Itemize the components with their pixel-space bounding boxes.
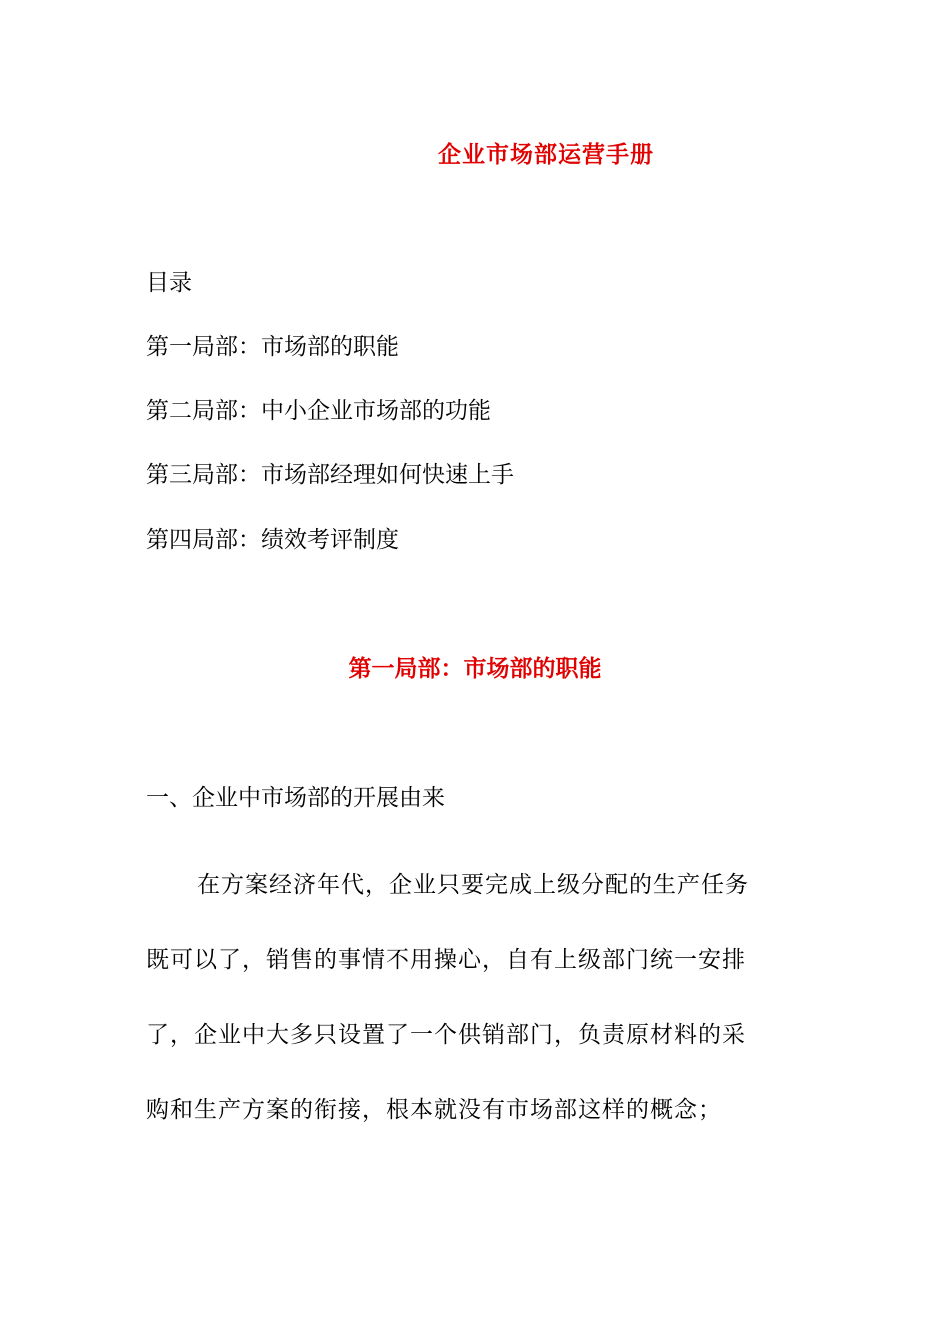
paragraph-line-2: 既可以了，销售的事情不用操心，自有上级部门统一安排 <box>146 947 746 973</box>
toc-heading: 目录 <box>146 270 192 296</box>
paragraph-line-4: 购和生产方案的衔接，根本就没有市场部这样的概念； <box>146 1097 722 1123</box>
toc-item-4: 第四局部：绩效考评制度 <box>146 527 399 553</box>
toc-item-3: 第三局部：市场部经理如何快速上手 <box>146 462 514 488</box>
paragraph-line-3: 了，企业中大多只设置了一个供销部门，负责原材料的采 <box>146 1022 746 1048</box>
toc-item-2: 第二局部：中小企业市场部的功能 <box>146 398 491 424</box>
section-title: 第一局部：市场部的职能 <box>348 656 602 682</box>
document-title: 企业市场部运营手册 <box>438 142 654 168</box>
section-subheading: 一、企业中市场部的开展由来 <box>146 785 445 811</box>
toc-item-1: 第一局部：市场部的职能 <box>146 334 399 360</box>
paragraph-line-1: 在方案经济年代，企业只要完成上级分配的生产任务 <box>197 872 749 898</box>
